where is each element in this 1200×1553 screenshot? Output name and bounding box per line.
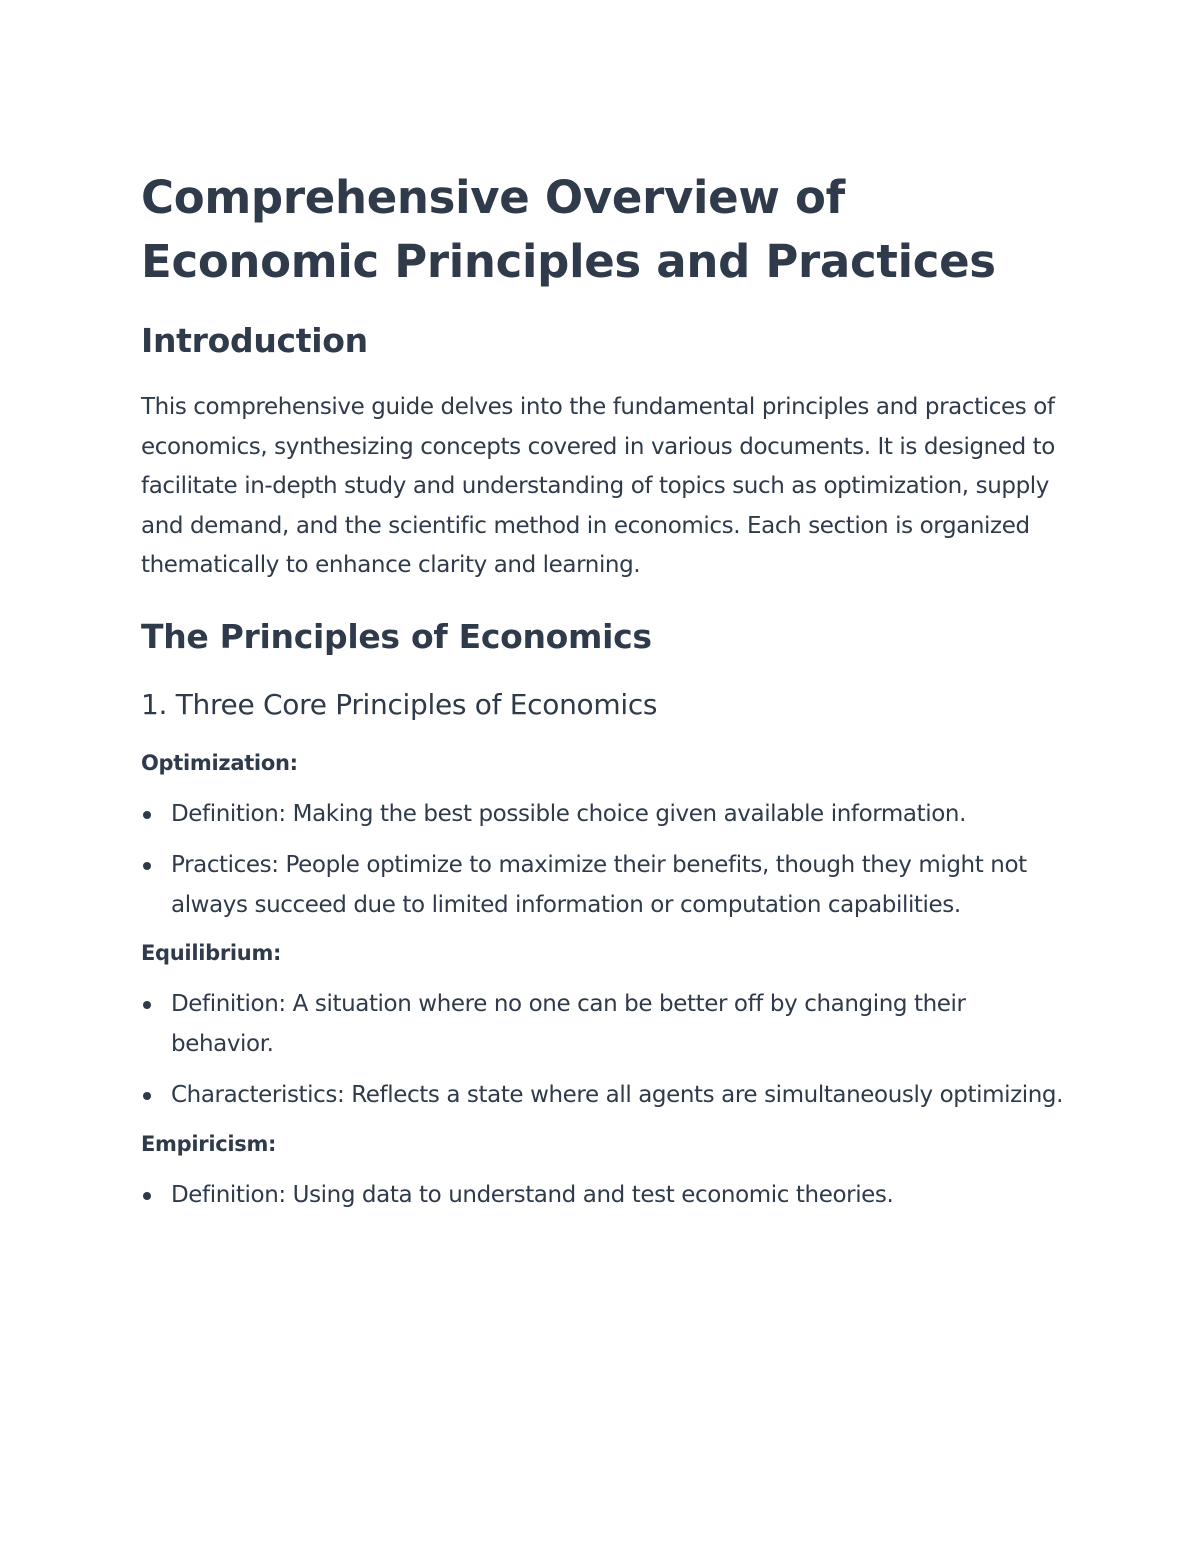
- optimization-label: Optimization:: [141, 750, 298, 775]
- list-item: [141, 1076, 1071, 1116]
- bullet-icon: [143, 811, 151, 819]
- list-item-text: Definition: Using data to understand and test economic theories.: [171, 1181, 894, 1208]
- introduction-heading: Introduction: [141, 321, 368, 360]
- list-item-text: Practices: People optimize to maximize their benefits, though they might not always succeed due to limited information or computation capabilities.: [171, 852, 1027, 918]
- list-item-text: Definition: A situation where no one can be better off by changing their behavior.: [171, 991, 966, 1057]
- bullet-icon: [143, 1092, 151, 1100]
- empiricism-label: Empiricism:: [141, 1131, 277, 1156]
- principles-heading: The Principles of Economics: [141, 616, 652, 656]
- list-item: [141, 846, 1071, 925]
- core-principles-subheading: 1. Three Core Principles of Economics: [141, 687, 658, 721]
- optimization-list: [141, 795, 1071, 926]
- introduction-paragraph: This comprehensive guide delves into the fundamental principles and practices of economics, synthesizing concepts covered in various documents. It is designed to facilitate in-depth study and understanding of topics such as optimization, supply and demand, and the scientific method in economics. Each section is organized thematically to enhance clarity and learning.: [141, 394, 1055, 578]
- document-page: [141, 166, 1071, 1227]
- list-item: [141, 795, 1071, 835]
- bullet-icon: [143, 862, 151, 870]
- bullet-icon: [143, 1001, 151, 1009]
- equilibrium-list: [141, 985, 1071, 1116]
- equilibrium-label: Equilibrium:: [141, 941, 282, 965]
- list-item: [141, 1176, 1071, 1216]
- list-item-text: Characteristics: Reflects a state where all agents are simultaneously optimizing.: [171, 1082, 1064, 1108]
- list-item: [141, 985, 1071, 1064]
- empiricism-list: [141, 1176, 1071, 1216]
- document-title: Comprehensive Overview of Economic Principles and Practices: [141, 171, 996, 288]
- list-item-text: Definition: Making the best possible choice given available information.: [171, 800, 966, 827]
- bullet-icon: [143, 1192, 151, 1200]
